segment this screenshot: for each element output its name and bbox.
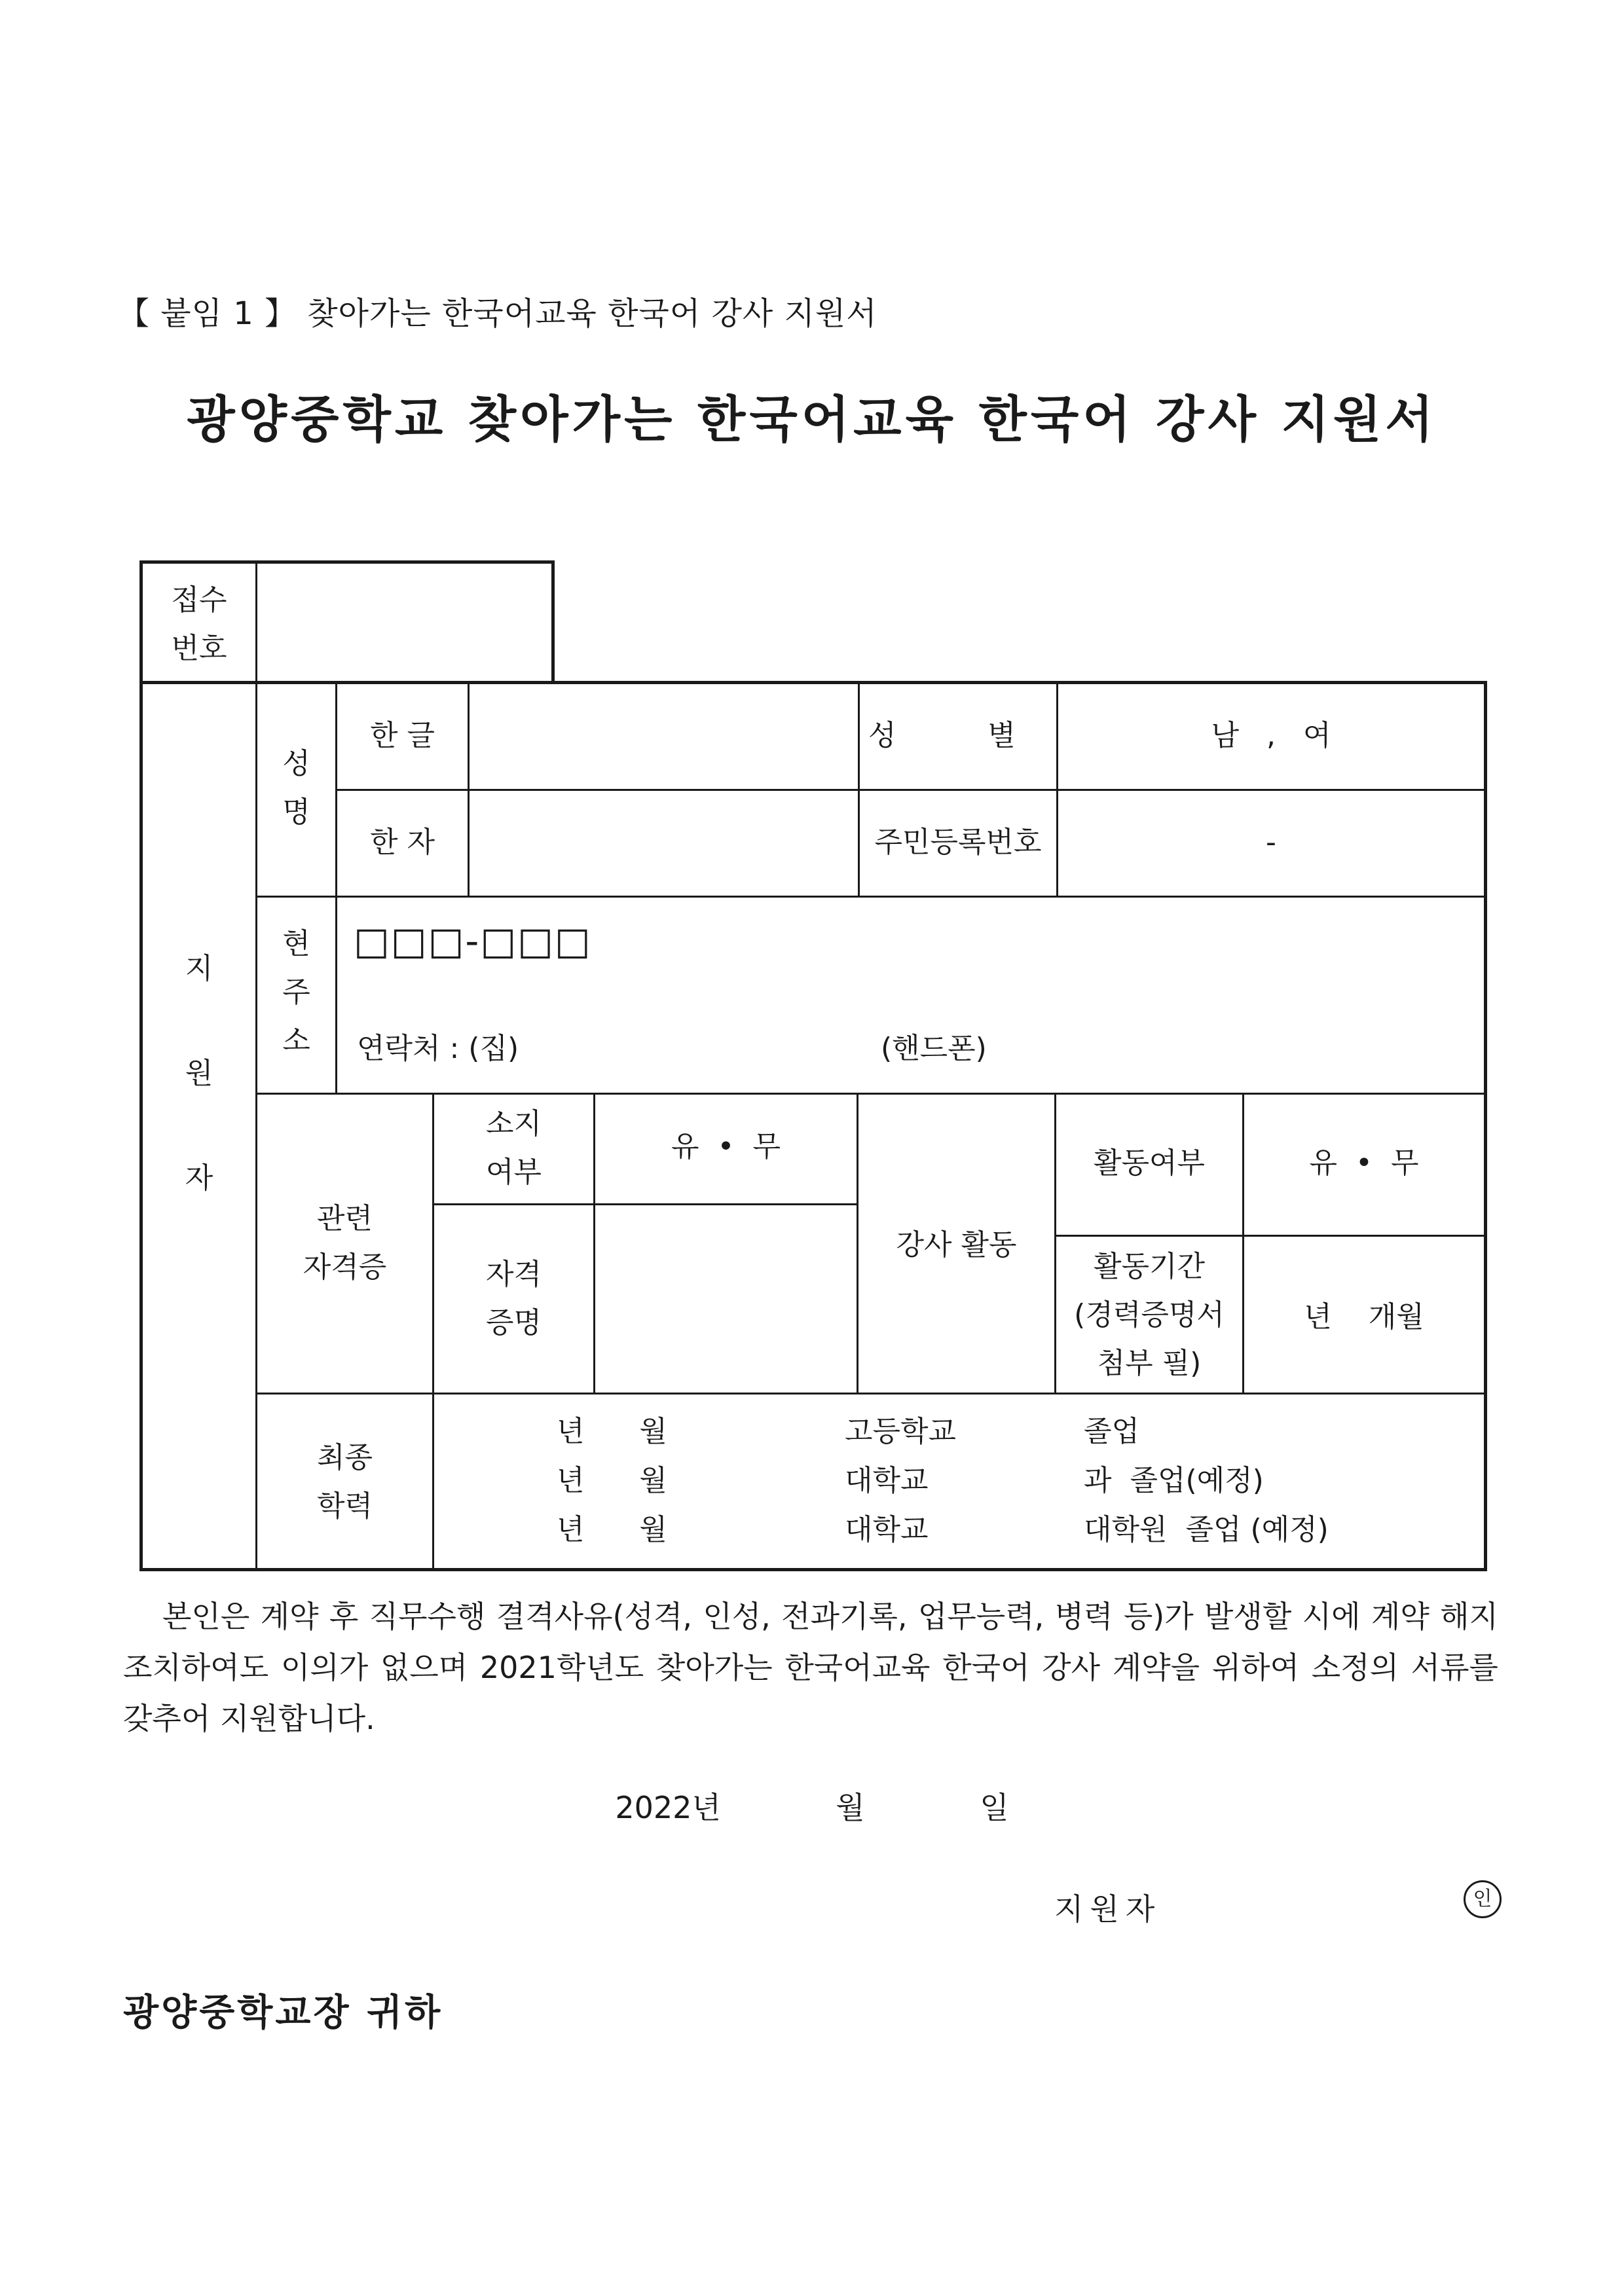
education-date-1: 년 월 [557, 1415, 667, 1448]
recipient-label: 광양중학교장 귀하 [123, 1992, 443, 2034]
attachment-label: 【 붙임 1 】 찾아가는 한국어교육 한국어 강사 지원서 [118, 295, 877, 332]
applicant-signature-label: 지원자 [1054, 1891, 1162, 1927]
education-school-2: 대학교 [845, 1464, 929, 1497]
rrn-label: 주민등록번호 [874, 826, 1042, 859]
postal-code-field[interactable]: □□□-□□□ [354, 919, 592, 963]
education-date-3: 년 월 [557, 1513, 667, 1546]
possession-options[interactable]: 유 • 무 [671, 1130, 781, 1163]
seal-mark: 인 [1464, 1880, 1502, 1918]
education-school-3: 대학교 [845, 1513, 929, 1546]
activity-status-label: 활동여부 [1093, 1146, 1205, 1180]
possession-label: 소지 여부 [485, 1107, 542, 1189]
education-school-1: 고등학교 [845, 1415, 957, 1448]
hangul-name-label: 한 글 [370, 719, 435, 752]
home-phone-label: 연락처 : (집) [357, 1032, 519, 1065]
hanja-name-field[interactable] [485, 818, 845, 867]
hangul-name-field[interactable] [485, 712, 845, 760]
certificate-name-label: 자격 증명 [485, 1258, 542, 1339]
rrn-field[interactable]: - [1266, 826, 1276, 859]
activity-period-label: 활동기간 (경력증명서 첨부 필) [1074, 1250, 1225, 1380]
gender-options[interactable]: 남 , 여 [1211, 719, 1331, 752]
statement-paragraph: 본인은 계약 후 직무수행 결격사유(성격, 인성, 전과기록, 업무능력, 병력 등)가 발생할 시에 계약 해지 조치하여도 이의가 없으며 2021학년도 찾아가는 한국어교육 한국어 강사 계약을 위하여 소정의 서류를 갖추어 지원합니다. [123, 1599, 1498, 1736]
application-date: 2022년 월 일 [615, 1790, 1009, 1825]
gender-label: 성 별 [868, 719, 1016, 752]
education-date-2: 년 월 [557, 1464, 667, 1497]
certificate-label: 관련 자격증 [303, 1202, 387, 1284]
address-label: 현 주 소 [282, 927, 310, 1057]
page-title: 광양중학교 찾아가는 한국어교육 한국어 강사 지원서 [187, 390, 1437, 448]
hanja-name-label: 한 자 [370, 826, 435, 859]
education-status-3: 대학원 졸업 (예정) [1084, 1513, 1329, 1546]
receipt-number-label: 접수 번호 [171, 583, 227, 665]
applicant-section-label: 지 원 자 [185, 952, 213, 1195]
education-status-2: 과 졸업(예정) [1084, 1464, 1264, 1497]
education-label: 최종 학력 [316, 1441, 373, 1523]
activity-status-options[interactable]: 유 • 무 [1309, 1146, 1419, 1180]
activity-period-field[interactable]: 년 개월 [1304, 1300, 1424, 1334]
name-label: 성 명 [282, 747, 310, 829]
mobile-phone-label: (핸드폰) [881, 1032, 987, 1065]
education-status-1: 졸업 [1084, 1415, 1140, 1448]
certificate-name-field[interactable] [609, 1250, 845, 1349]
teaching-activity-label: 강사 활동 [896, 1228, 1017, 1262]
